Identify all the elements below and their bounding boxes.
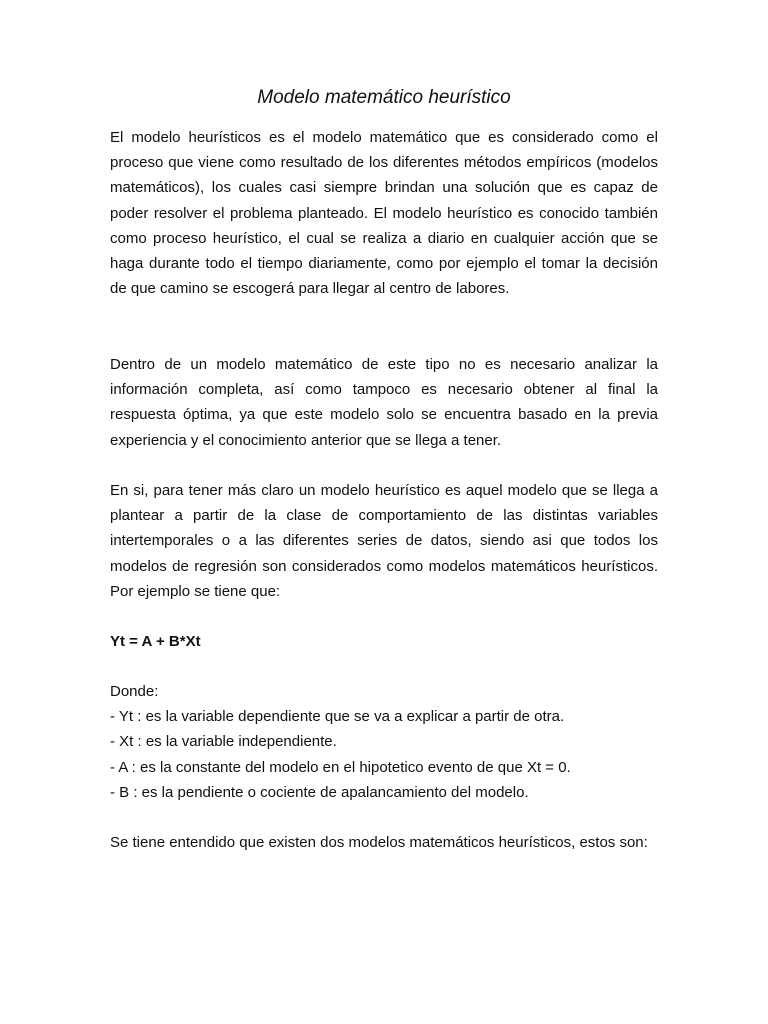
paragraph-closing: Se tiene entendido que existen dos modelos matemáticos heurísticos, estos son: — [110, 834, 648, 851]
paragraph-intro: El modelo heurísticos es el modelo matemático que es considerado como el proceso que viene como resultado de los diferentes métodos empíricos (modelos matemáticos), los cuales casi siempre brindan una solución que es capaz de poder resolver el problema planteado. El modelo heurístico es conocido también como proceso heurístico, el cual se realiza a diario en cualquier acción que se haga durante todo el tiempo diariamente, como por ejemplo el tomar la decisión de que camino se escogerá para llegar al centro de labores. — [110, 129, 658, 298]
document-title: Modelo matemático heurístico — [257, 87, 511, 108]
definition-item-b: - B : es la pendiente o cociente de apalancamiento del modelo. — [110, 783, 529, 801]
definition-item-yt: - Yt : es la variable dependiente que se va a explicar a partir de otra. — [110, 708, 565, 726]
definition-item-xt: - Xt : es la variable independiente. — [110, 733, 337, 751]
regression-formula: Yt = A + B*Xt — [110, 633, 201, 650]
definition-item-a: - A : es la constante del modelo en el hipotetico evento de que Xt = 0. — [110, 758, 571, 776]
definitions-list — [110, 679, 571, 805]
paragraph-example: En si, para tener más claro un modelo heurístico es aquel modelo que se llega a plantear a partir de la clase de comportamiento de las distintas variables intertemporales o a las diferentes series de datos, siendo asi que todos los modelos de regresión son considerados como modelos matemáticos heurísticos. Por ejemplo se tiene que: — [110, 482, 658, 600]
paragraph-scope: Dentro de un modelo matemático de este tipo no es necesario analizar la información completa, así como tampoco es necesario obtener al final la respuesta óptima, ya que este modelo solo se encuentra basado en la previa experiencia y el conocimiento anterior que se llega a tener. — [110, 356, 658, 449]
definitions-heading: Donde: — [110, 683, 159, 700]
